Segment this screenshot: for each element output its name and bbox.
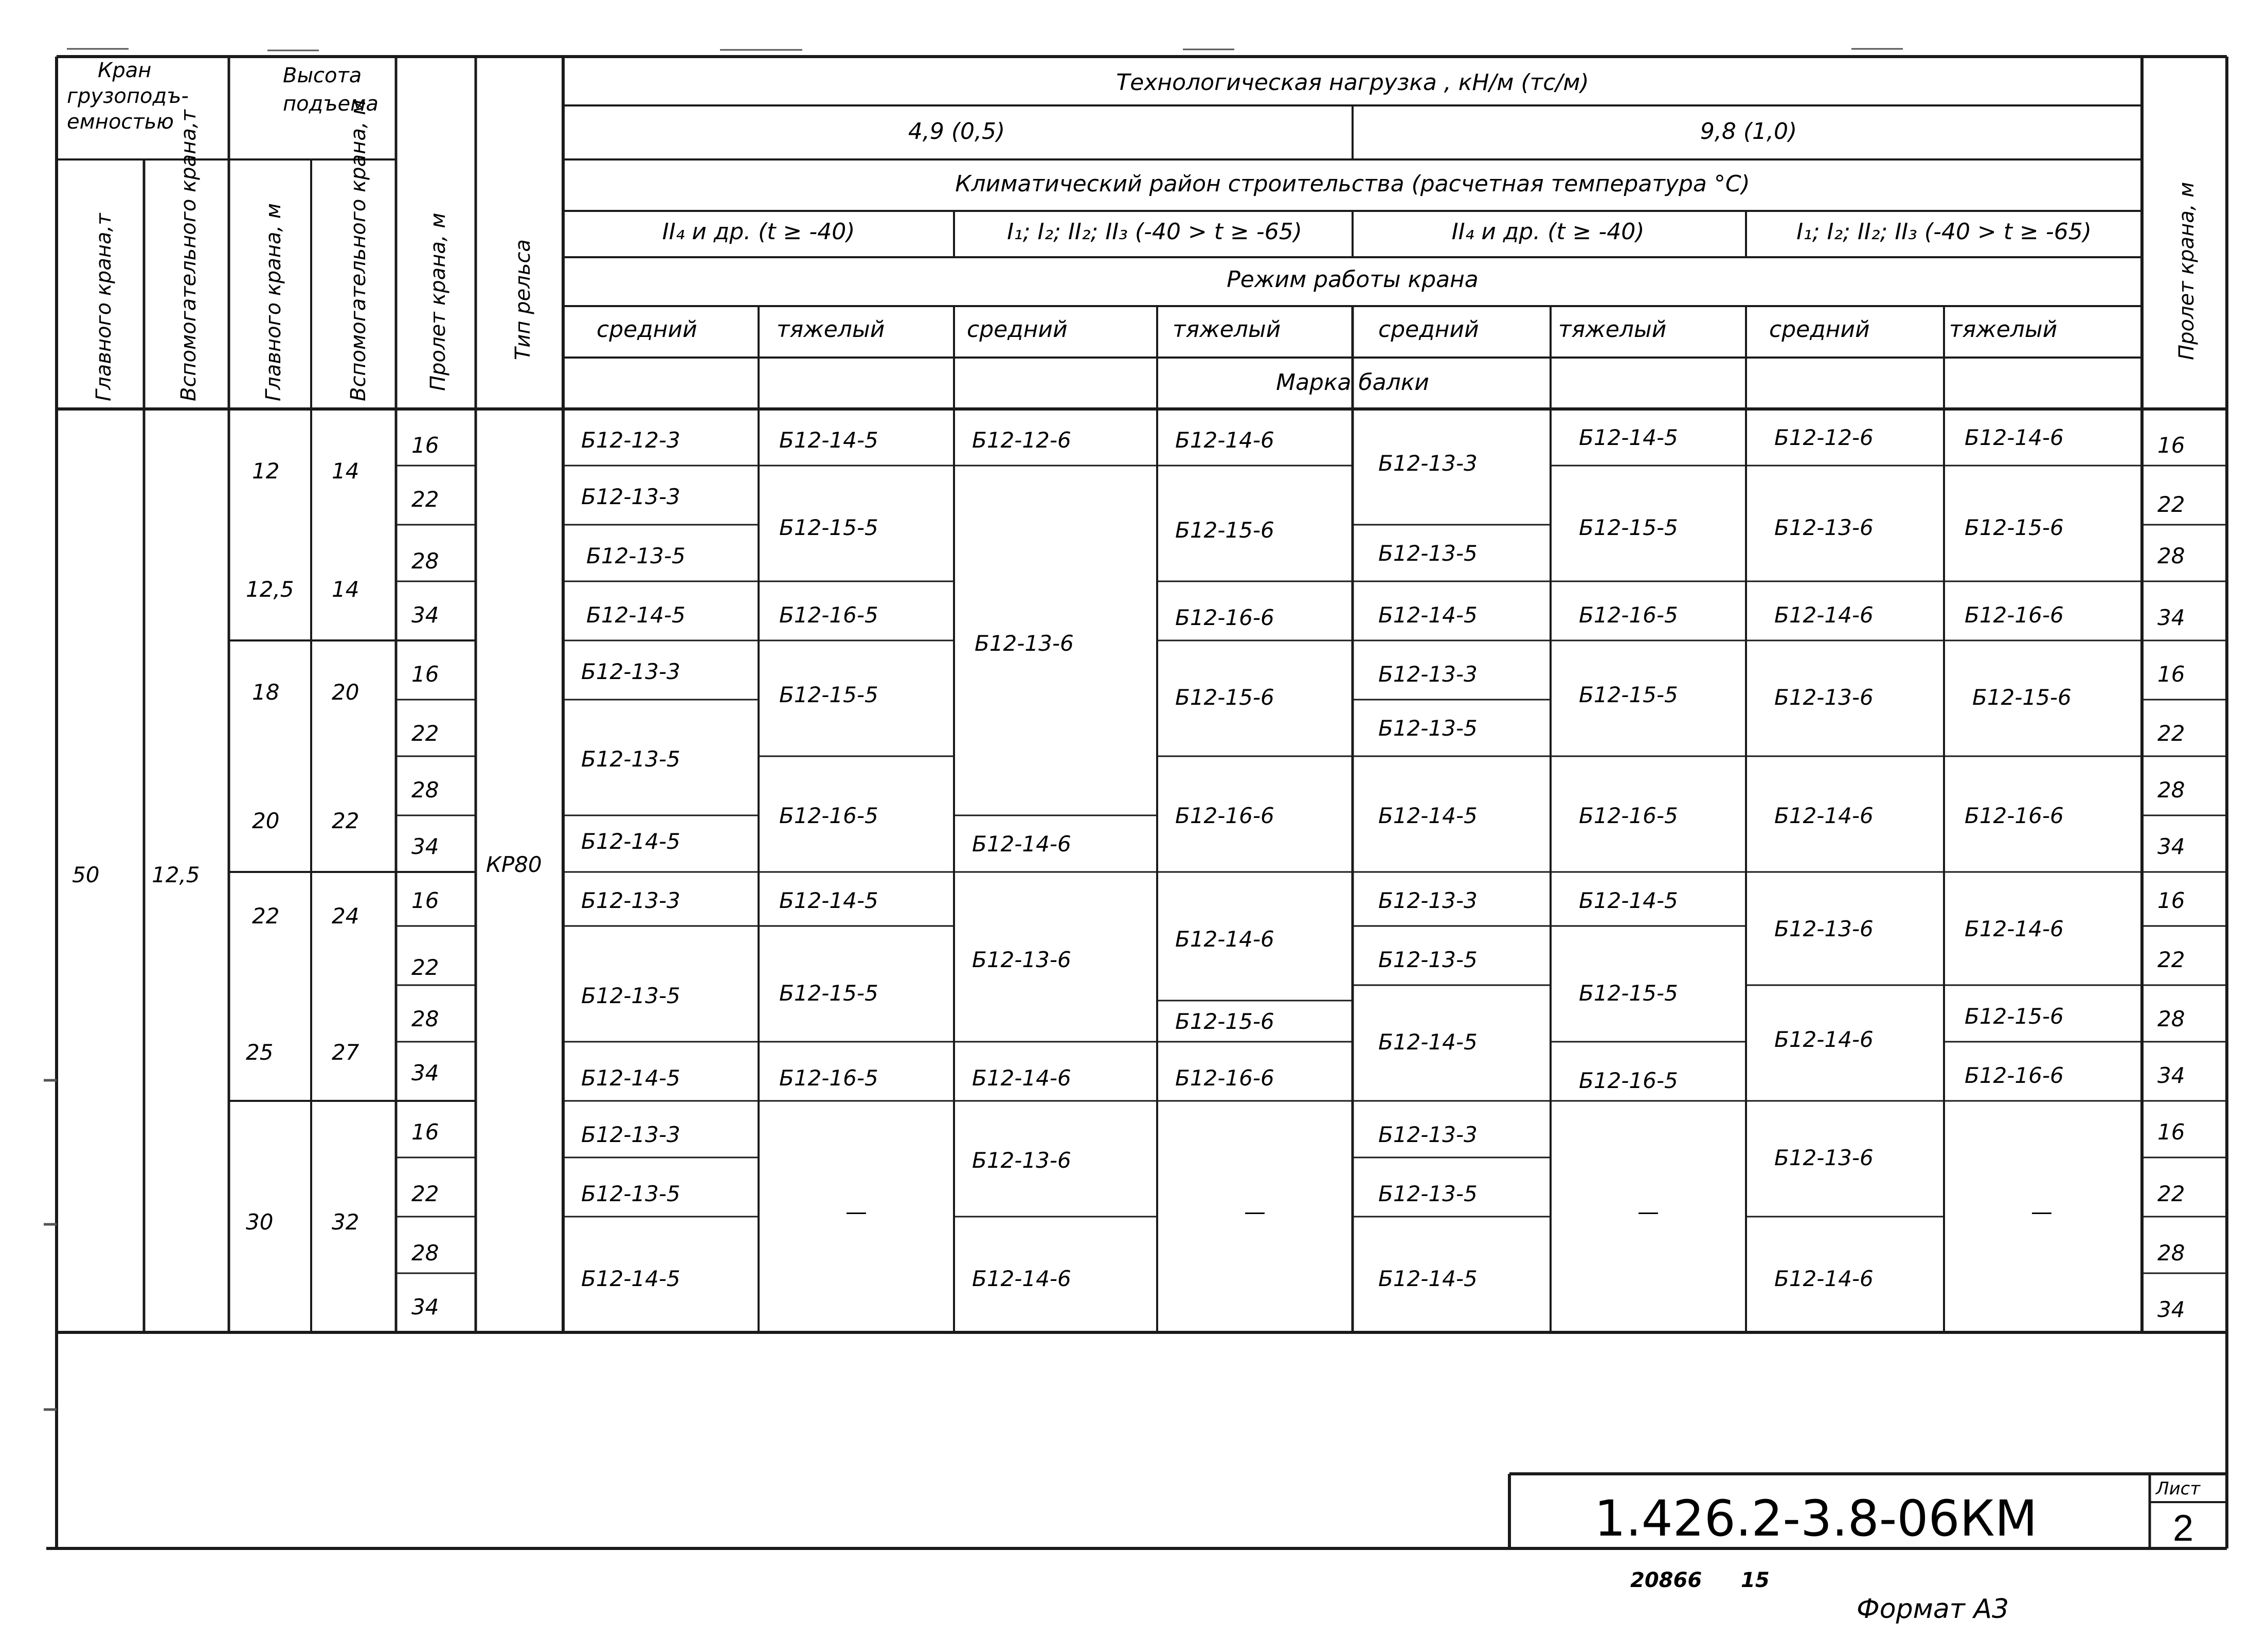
span-value: 22 <box>2157 947 2185 972</box>
span-value: 28 <box>411 1006 439 1031</box>
span-value: 22 <box>411 721 439 746</box>
table-header <box>67 59 2199 401</box>
aux-height-value: 22 <box>332 808 359 833</box>
beam-mark-cell: Б12-16-5 <box>779 602 878 628</box>
beam-mark-cell: — <box>1244 1199 1266 1224</box>
document-code: 1.426.2-3.8-06КМ <box>1594 1490 2038 1547</box>
span-value: 28 <box>2157 1006 2185 1031</box>
span-value: 22 <box>411 955 439 980</box>
span-value: 16 <box>411 433 439 458</box>
beam-mark-cell: Б12-13-3 <box>581 888 680 913</box>
beam-mark-cell: Б12-14-6 <box>1175 926 1274 952</box>
span-value: 22 <box>2157 492 2185 517</box>
beam-mark-cell: Б12-13-6 <box>1774 515 1874 540</box>
beam-mark-cell: Б12-15-6 <box>1175 685 1274 710</box>
beam-mark-cell: Б12-12-6 <box>972 427 1071 453</box>
span-value: 22 <box>2157 721 2185 746</box>
beam-mark-cell: Б12-13-5 <box>1378 1181 1478 1206</box>
beam-mark-cell: Б12-13-5 <box>586 543 686 568</box>
lift-height-label-1: Высота <box>283 64 362 87</box>
mode-medium-3: средний <box>1378 316 1479 343</box>
climate-header: Климатический район строительства (расчетная температура °С) <box>955 171 1750 197</box>
beam-mark-cell: Б12-13-6 <box>1774 685 1874 710</box>
mode-heavy-2: тяжелый <box>1173 316 1281 343</box>
mode-heavy-1: тяжелый <box>777 316 885 343</box>
span-value: 22 <box>411 1181 439 1206</box>
beam-mark-cell: Б12-16-5 <box>1579 602 1678 628</box>
beam-mark-cell: Б12-12-3 <box>581 427 680 453</box>
beam-marks-column-2 <box>779 427 878 1224</box>
span-value: 34 <box>411 834 439 859</box>
left-columns <box>72 458 542 1235</box>
beam-mark-cell: Б12-15-5 <box>779 981 878 1006</box>
main-height-value: 18 <box>252 680 280 705</box>
crane-capacity-label-3: емностью <box>67 110 174 134</box>
beam-mark-cell: Б12-14-5 <box>581 1266 680 1291</box>
beam-mark-cell: Б12-13-6 <box>1774 916 1874 941</box>
span-column-right <box>2157 433 2185 1322</box>
beam-mark-cell: Б12-14-5 <box>1579 888 1678 913</box>
beam-mark-cell: Б12-14-5 <box>1378 1029 1478 1055</box>
beam-mark-header: Марка балки <box>1276 369 1429 396</box>
span-value: 34 <box>411 1060 439 1085</box>
title-block <box>1594 1478 2201 1549</box>
beam-mark-cell: Б12-13-3 <box>1378 662 1478 687</box>
beam-mark-cell: Б12-14-6 <box>1774 602 1874 628</box>
beam-mark-cell: Б12-15-5 <box>1579 981 1678 1006</box>
span-value: 22 <box>411 487 439 512</box>
inventory-suffix: 15 <box>1741 1568 1770 1592</box>
beam-marks-column-8 <box>1965 425 2072 1224</box>
load-4-9-header: 4,9 (0,5) <box>908 118 1005 145</box>
beam-mark-cell: Б12-14-5 <box>581 829 680 854</box>
beam-mark-cell: Б12-14-5 <box>779 888 878 913</box>
beam-marks-column-4 <box>1175 427 1274 1224</box>
span-value: 28 <box>411 1240 439 1265</box>
footer <box>1630 1568 2009 1625</box>
beam-mark-cell: — <box>845 1199 867 1224</box>
beam-mark-cell: Б12-14-6 <box>1175 427 1274 453</box>
beam-mark-cell: Б12-15-5 <box>1579 515 1678 540</box>
beam-mark-cell: Б12-12-6 <box>1774 425 1874 450</box>
beam-mark-cell: Б12-15-6 <box>1972 685 2072 710</box>
beam-mark-cell: Б12-16-6 <box>1175 803 1274 828</box>
beam-mark-cell: Б12-13-3 <box>1378 451 1478 476</box>
span-value: 22 <box>2157 1181 2185 1206</box>
aux-height-value: 32 <box>332 1209 359 1235</box>
beam-mark-cell: Б12-13-6 <box>972 1148 1071 1173</box>
span-value: 34 <box>411 602 439 628</box>
aux-crane-capacity-header: Вспомогательного крана,т <box>177 110 201 401</box>
span-value: 16 <box>2157 433 2185 458</box>
crane-capacity-label-1: Кран <box>98 59 152 82</box>
beam-mark-cell: Б12-13-5 <box>1378 716 1478 741</box>
beam-mark-cell: Б12-13-3 <box>1378 888 1478 913</box>
beam-mark-cell: Б12-14-5 <box>581 1065 680 1091</box>
mode-medium-1: средний <box>597 316 697 343</box>
aux-height-value: 14 <box>332 577 359 602</box>
mode-medium-4: средний <box>1769 316 1870 343</box>
beam-mark-cell: Б12-13-3 <box>1378 1122 1478 1147</box>
beam-mark-cell: Б12-14-5 <box>779 427 878 453</box>
mode-medium-2: средний <box>967 316 1068 343</box>
climate-zone-3: II₄ и др. (t ≥ -40) <box>1451 219 1645 245</box>
main-crane-height-header: Главного крана, м <box>262 203 285 401</box>
span-value: 16 <box>411 1119 439 1145</box>
aux-height-value: 20 <box>332 680 359 705</box>
span-value: 34 <box>411 1294 439 1320</box>
span-value: 16 <box>411 888 439 913</box>
beam-mark-cell: Б12-13-5 <box>1378 947 1478 972</box>
main-height-value: 22 <box>252 903 280 929</box>
mode-heavy-3: тяжелый <box>1558 316 1667 343</box>
span-column-left <box>411 433 439 1320</box>
main-height-value: 12 <box>252 458 280 484</box>
beam-mark-cell: Б12-15-6 <box>1965 515 2064 540</box>
beam-mark-cell: Б12-13-5 <box>581 1181 680 1206</box>
climate-zone-1: II₄ и др. (t ≥ -40) <box>662 219 855 245</box>
span-header-left: Пролет крана, м <box>426 212 450 391</box>
beam-mark-cell: Б12-13-6 <box>975 631 1074 656</box>
beam-mark-cell: Б12-13-6 <box>1774 1145 1874 1170</box>
beam-marks-column-6 <box>1579 425 1678 1224</box>
beam-mark-cell: Б12-16-6 <box>1965 803 2064 828</box>
beam-mark-cell: Б12-13-3 <box>581 659 680 684</box>
beam-mark-cell: — <box>2031 1199 2053 1224</box>
aux-height-value: 14 <box>332 458 359 484</box>
beam-mark-cell: Б12-16-5 <box>1579 1068 1678 1093</box>
span-value: 16 <box>2157 888 2185 913</box>
span-value: 28 <box>2157 543 2185 568</box>
grid-lines <box>46 57 2227 1548</box>
beam-mark-cell: Б12-14-6 <box>1965 916 2064 941</box>
beam-mark-cell: Б12-14-5 <box>1378 1266 1478 1291</box>
beam-mark-cell: Б12-14-6 <box>1965 425 2064 450</box>
span-value: 28 <box>2157 1240 2185 1265</box>
beam-mark-cell: Б12-13-3 <box>581 484 680 509</box>
beam-mark-cell: Б12-14-5 <box>586 602 686 628</box>
rail-type-value: КР80 <box>486 852 542 877</box>
beam-mark-cell: Б12-13-5 <box>581 746 680 772</box>
format-label: Формат А3 <box>1857 1594 2009 1625</box>
load-9-8-header: 9,8 (1,0) <box>1700 118 1797 145</box>
lift-height-label-2: подъема <box>283 92 379 116</box>
beam-mark-cell: Б12-14-5 <box>1378 602 1478 628</box>
beam-mark-cell: Б12-16-5 <box>1579 803 1678 828</box>
beam-marks-column-1 <box>581 427 686 1291</box>
beam-mark-cell: Б12-15-5 <box>779 682 878 707</box>
scan-artifacts <box>44 49 1903 1410</box>
beam-marks-column-7 <box>1774 425 1874 1291</box>
aux-height-value: 24 <box>332 903 359 929</box>
main-crane-capacity-header: Главного крана,т <box>92 213 116 401</box>
beam-mark-cell: Б12-14-6 <box>972 1065 1071 1091</box>
aux-capacity-value: 12,5 <box>152 862 200 887</box>
beam-mark-cell: Б12-16-6 <box>1965 602 2064 628</box>
beam-mark-cell: Б12-13-5 <box>1378 541 1478 566</box>
beam-mark-cell: Б12-16-5 <box>779 803 878 828</box>
beam-mark-cell: Б12-16-5 <box>779 1065 878 1091</box>
beam-mark-cell: Б12-14-5 <box>1378 803 1478 828</box>
span-value: 34 <box>2157 605 2185 630</box>
beam-mark-cell: Б12-14-6 <box>1774 803 1874 828</box>
beam-mark-cell: Б12-15-5 <box>1579 682 1678 707</box>
beam-mark-cell: Б12-16-6 <box>1965 1063 2064 1088</box>
beam-marks-column-3 <box>972 427 1074 1291</box>
beam-mark-cell: Б12-14-6 <box>1774 1027 1874 1052</box>
sheet-label: Лист <box>2156 1478 2201 1499</box>
beam-mark-cell: Б12-15-5 <box>779 515 878 540</box>
aux-height-value: 27 <box>332 1040 359 1065</box>
beam-mark-cell: Б12-13-5 <box>581 983 680 1008</box>
main-height-value: 12,5 <box>246 577 294 602</box>
mode-heavy-4: тяжелый <box>1949 316 2058 343</box>
span-value: 28 <box>2157 777 2185 803</box>
rail-type-header: Тип рельса <box>511 239 535 360</box>
main-height-value: 20 <box>252 808 280 833</box>
inventory-number: 20866 <box>1630 1568 1702 1592</box>
beam-mark-cell: Б12-14-6 <box>972 831 1071 857</box>
tech-load-header: Технологическая нагрузка , кН/м (тс/м) <box>1116 69 1589 96</box>
span-value: 34 <box>2157 834 2185 859</box>
beam-mark-cell: Б12-13-6 <box>972 947 1071 972</box>
beam-marks-column-5 <box>1378 451 1478 1291</box>
span-header-right: Пролет крана, м <box>2175 182 2199 360</box>
beam-mark-cell: Б12-14-6 <box>972 1266 1071 1291</box>
beam-mark-cell: Б12-15-6 <box>1175 518 1274 543</box>
crane-capacity-label-2: грузоподъ- <box>67 84 189 108</box>
span-value: 16 <box>2157 662 2185 687</box>
beam-mark-cell: Б12-16-6 <box>1175 1065 1274 1091</box>
beam-mark-cell: Б12-13-3 <box>581 1122 680 1147</box>
span-value: 34 <box>2157 1297 2185 1322</box>
beam-mark-cell: Б12-14-5 <box>1579 425 1678 450</box>
beam-mark-cell: Б12-15-6 <box>1175 1009 1274 1034</box>
climate-zone-2: I₁; I₂; II₂; II₃ (-40 > t ≥ -65) <box>1007 219 1302 245</box>
span-value: 28 <box>411 777 439 803</box>
beam-mark-cell: Б12-14-6 <box>1774 1266 1874 1291</box>
climate-zone-4: I₁; I₂; II₂; II₃ (-40 > t ≥ -65) <box>1796 219 2092 245</box>
main-height-value: 30 <box>246 1209 274 1235</box>
span-value: 16 <box>2157 1119 2185 1145</box>
beam-mark-cell: Б12-15-6 <box>1965 1004 2064 1029</box>
main-capacity-value: 50 <box>72 862 100 887</box>
span-value: 34 <box>2157 1063 2185 1088</box>
aux-crane-height-header: Вспомогательного крана, м <box>347 99 370 401</box>
beam-mark-cell: — <box>1637 1199 1659 1224</box>
mode-header: Режим работы крана <box>1227 266 1479 293</box>
main-height-value: 25 <box>246 1040 274 1065</box>
beam-mark-cell: Б12-16-6 <box>1175 605 1274 630</box>
span-value: 16 <box>411 662 439 687</box>
sheet-number: 2 <box>2173 1508 2194 1549</box>
span-value: 28 <box>411 548 439 574</box>
